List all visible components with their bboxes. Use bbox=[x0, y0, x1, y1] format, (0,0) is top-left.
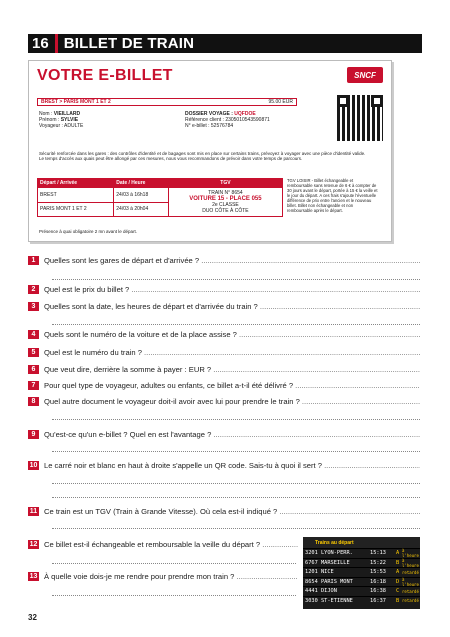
prenom-label: Prénom : bbox=[39, 117, 60, 123]
board-row: 8654 PARIS MONT 16:18 D à l'heure bbox=[305, 576, 419, 587]
question-8 bbox=[28, 397, 420, 406]
ref-value: 2305010543590871 bbox=[225, 117, 270, 123]
dossier-value: UQFDOE bbox=[234, 111, 256, 117]
question-text: Quelles sont la date, les heures de départ et d'arrivée du train ? ..... bbox=[44, 302, 420, 311]
question-1 bbox=[28, 256, 420, 265]
question-number: 12 bbox=[29, 541, 38, 548]
answer-line[interactable] bbox=[52, 595, 296, 596]
col-date: Date / Heure bbox=[114, 179, 169, 188]
page-number: 32 bbox=[28, 613, 37, 622]
voyageur-value: ADULTE bbox=[64, 123, 84, 129]
route-bar bbox=[37, 98, 297, 106]
question-6 bbox=[28, 365, 420, 374]
chapter-title: BILLET DE TRAIN bbox=[63, 35, 195, 52]
question-2 bbox=[28, 285, 420, 294]
answer-line[interactable] bbox=[52, 497, 420, 498]
seat-type: DUO CÔTE À CÔTE bbox=[202, 208, 249, 214]
answer-line[interactable] bbox=[52, 324, 420, 325]
question-7 bbox=[28, 381, 420, 390]
presence-note: Présence à quai obligatoire 2 mn avant le départ. bbox=[39, 229, 138, 234]
departure-station: BREST bbox=[38, 188, 114, 203]
question-text: Ce billet est-il échangeable et remboursable la veille du départ ? ..... bbox=[44, 540, 298, 549]
question-text: À quelle voie dois-je me rendre pour prendre mon train ? ..... bbox=[44, 572, 298, 581]
departure-board bbox=[303, 537, 420, 609]
train-number: TRAIN N° 8654 bbox=[208, 190, 243, 196]
booking-info bbox=[185, 111, 270, 129]
question-number: 13 bbox=[29, 573, 38, 580]
question-text: Quel est le numéro du train ? ..... bbox=[44, 348, 420, 357]
passenger-info bbox=[39, 111, 83, 129]
question-number: 5 bbox=[28, 348, 39, 357]
question-number: 9 bbox=[28, 430, 39, 439]
ebillet-label: N° e-billet : bbox=[185, 123, 210, 129]
question-text: Que veut dire, derrière la somme à payer : EUR ? ..... bbox=[44, 365, 420, 374]
route: BREST > PARIS MONT 1 ET 2 bbox=[41, 99, 111, 105]
question-text: Quel autre document le voyageur doit-il avoir avec lui pour prendre le train ? ..... bbox=[44, 397, 420, 406]
col-tgv: TGV bbox=[168, 179, 282, 188]
departure-time: 24/03 à 16h18 bbox=[114, 188, 169, 203]
question-4 bbox=[28, 330, 420, 339]
journey-table bbox=[37, 178, 283, 217]
answer-line[interactable] bbox=[52, 279, 420, 280]
nom-label: Nom : bbox=[39, 111, 53, 117]
question-number: 10 bbox=[29, 462, 38, 469]
question-text: Quels sont le numéro de la voiture et de la place assise ? ..... bbox=[44, 330, 420, 339]
answer-line[interactable] bbox=[52, 483, 420, 484]
board-row: 3201 LYON-PERR. 15:13 A à l'heure bbox=[305, 548, 419, 559]
train-cell bbox=[168, 188, 282, 217]
question-number: 2 bbox=[28, 285, 39, 294]
price: 95.00 EUR bbox=[268, 99, 293, 105]
question-9 bbox=[28, 430, 420, 439]
question-text: Qu'est-ce qu'un e-billet ? Quel en est l'avantage ? ..... bbox=[44, 430, 420, 439]
prenom-value: SYLVIE bbox=[60, 117, 79, 123]
voyageur-label: Voyageur : bbox=[39, 123, 63, 129]
answer-line[interactable] bbox=[52, 451, 420, 452]
question-number: 7 bbox=[28, 381, 39, 390]
chapter-number: 16 bbox=[28, 34, 58, 53]
question-12 bbox=[28, 540, 298, 549]
dossier-label: DOSSIER VOYAGE : bbox=[185, 111, 233, 117]
question-11 bbox=[28, 507, 420, 516]
question-text: Ce train est un TGV (Train à Grande Vitesse). Où cela est-il indiqué ? ..... bbox=[44, 507, 420, 516]
nom-value: VIEILLARD bbox=[53, 111, 81, 117]
answer-line[interactable] bbox=[52, 563, 296, 564]
question-number: 1 bbox=[28, 256, 39, 265]
board-row: 4441 DIJON 16:38 C retardé bbox=[303, 586, 420, 596]
arrival-station: PARIS MONT 1 ET 2 bbox=[38, 202, 114, 217]
board-row: 3030 ST-ETIENNE 16:37 B retardé bbox=[303, 596, 420, 606]
qr-code-icon bbox=[337, 95, 383, 141]
question-number: 4 bbox=[28, 330, 39, 339]
e-ticket bbox=[28, 60, 392, 242]
ref-label: Référence client : bbox=[185, 117, 224, 123]
question-text: Quelles sont les gares de départ et d'arrivée ? ..... bbox=[44, 256, 420, 265]
question-number: 11 bbox=[29, 508, 38, 515]
seat: VOITURE 15 - PLACE 055 bbox=[189, 196, 262, 202]
question-10 bbox=[28, 461, 420, 470]
question-text: Pour quel type de voyageur, adultes ou enfants, ce billet a-t-il été délivré ? ..... bbox=[44, 381, 420, 390]
question-number: 6 bbox=[28, 365, 39, 374]
question-5 bbox=[28, 348, 420, 357]
answer-line[interactable] bbox=[52, 419, 420, 420]
answer-line[interactable] bbox=[52, 528, 420, 529]
page-header bbox=[28, 34, 422, 53]
col-depart: Départ / Arrivée bbox=[38, 179, 114, 188]
tgv-conditions: TGV LOISIR - Billet échangeable et remboursable sans retenue de 6 € à compter de 30 jours avant le départ, portée à 15 € la veille et le jour du départ. A ces frais s'ajoute l'éventuelle différence de prix entre l'ancien et le nouveau billet. Billet non échangeable et non remboursable après le départ. bbox=[287, 178, 378, 213]
question-number: 3 bbox=[28, 302, 39, 311]
question-3 bbox=[28, 302, 420, 311]
security-notice: Sécurité renforcée dans les gares : des contrôles d'identité et de bagages sont mis en place sur certains trains, prévoyez à voyager avec une pièce d'identité valide. Le temps d'accès aux quais peut être allongé par ces mesures, nous vous recommandons de prévoir dans votre temps de parcours. bbox=[39, 151, 366, 161]
question-text: Quel est le prix du billet ? ..... bbox=[44, 285, 420, 294]
question-text: Le carré noir et blanc en haut à droite s'appelle un QR code. Sais-tu à quoi il sert ? ..... bbox=[44, 461, 420, 470]
board-title: Trains au départ bbox=[303, 537, 420, 548]
question-number: 8 bbox=[28, 397, 39, 406]
question-13 bbox=[28, 572, 298, 581]
arrival-time: 24/03 à 20h04 bbox=[114, 202, 169, 217]
board-row: 6767 MARSEILLE 15:22 B à l'heure bbox=[305, 557, 419, 568]
class: 2e CLASSE bbox=[212, 202, 239, 208]
ebillet-value: 52576784 bbox=[210, 123, 234, 129]
ticket-title: VOTRE E-BILLET bbox=[37, 67, 173, 84]
board-row: 1201 NICE 15:53 A retardé bbox=[303, 567, 420, 577]
sncf-logo: SNCF bbox=[347, 67, 383, 83]
